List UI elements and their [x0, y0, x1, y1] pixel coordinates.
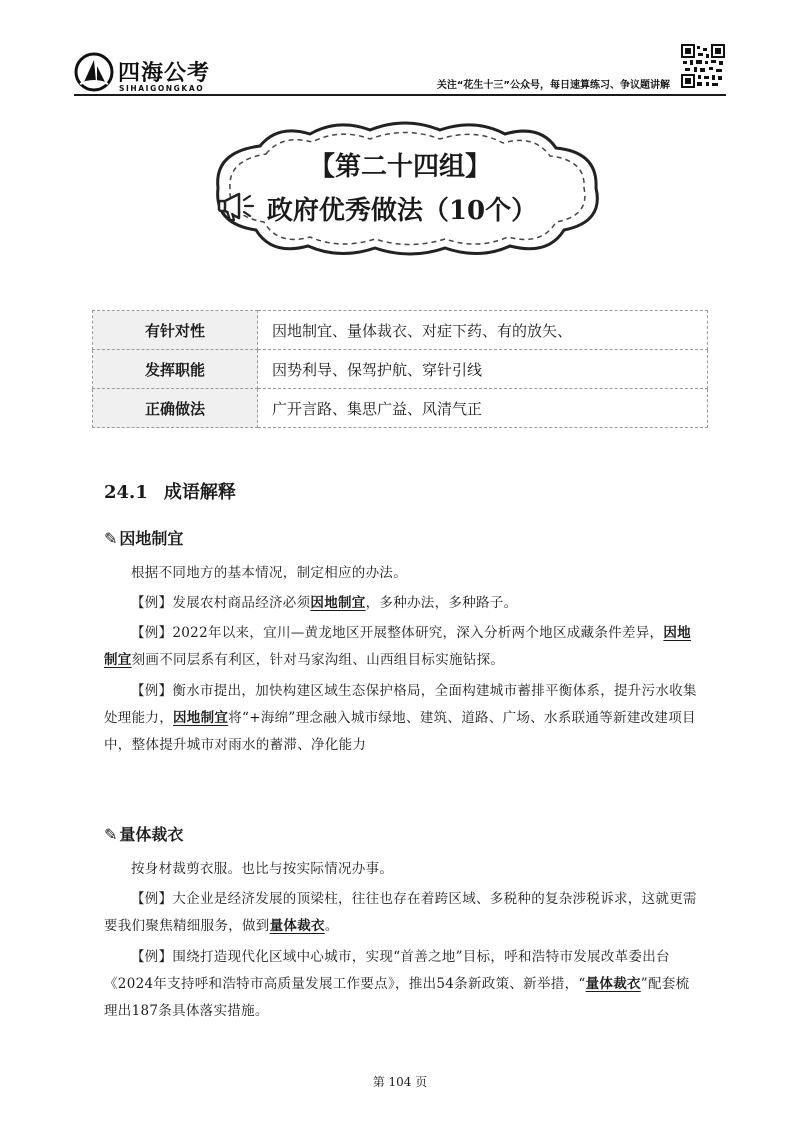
term-heading	[104, 822, 183, 845]
logo-icon	[74, 52, 114, 92]
term-name: 因地制宜	[119, 529, 184, 548]
table-row	[93, 350, 708, 389]
term-name: 量体裁衣	[119, 825, 184, 844]
table-value: 因势利导、保驾护航、穿针引线	[258, 350, 708, 389]
table-key: 发挥职能	[93, 350, 258, 389]
highlight-term: 因地制宜	[104, 625, 691, 668]
group-title: 【第二十四组】	[308, 152, 491, 182]
table-key: 正确做法	[93, 389, 258, 428]
example-paragraph: 【例】衡水市提出，加快构建区域生态保护格局，全面构建城市蓄排平衡体系，提升污水收集处理能力，因地制宜将“+海绵”理念融入城市绿地、建筑、道路、广场、水系联通等新建改建项目中，整体提升城市对雨水的蓄滞、净化能力	[104, 683, 697, 753]
group-subtitle: 政府优秀做法（10个）	[266, 196, 538, 226]
brand-name: 四海公考	[118, 61, 211, 86]
cloud-frame	[200, 118, 610, 258]
example-paragraph: 【例】2022年以来，宜川—黄龙地区开展整体研究，深入分析两个地区成藏条件差异，因地制宜刻画不同层系有利区，针对马家沟组、山西组目标实施钻探。	[104, 625, 691, 668]
section-number: 24.1	[104, 482, 148, 503]
highlight-term: 量体裁衣	[585, 976, 641, 992]
table-key: 有针对性	[93, 311, 258, 350]
table-value: 因地制宜、量体裁衣、对症下药、有的放矢、	[258, 311, 708, 350]
example-paragraph: 【例】发展农村商品经济必须因地制宜，多种办法，多种路子。	[131, 595, 518, 611]
highlight-term: 量体裁衣	[269, 918, 325, 934]
brand-subtitle: SIHAIGONGKAO	[119, 84, 205, 93]
qr-code-icon	[681, 44, 725, 88]
pencil-icon: ✎	[104, 529, 118, 548]
term-definition: 根据不同地方的基本情况，制定相应的办法。	[131, 565, 407, 581]
term-definition: 按身材裁剪衣服。也比与按实际情况办事。	[131, 861, 394, 877]
example-paragraph: 【例】大企业是经济发展的顶梁柱，往往也存在着跨区域、多税种的复杂涉税诉求，这就更需要我们聚焦精细服务，做到量体裁衣。	[104, 891, 697, 934]
term-heading	[104, 526, 183, 549]
table-row	[93, 311, 708, 350]
pencil-icon: ✎	[104, 825, 118, 844]
highlight-term: 因地制宜	[173, 710, 229, 726]
section-title: 成语解释	[163, 482, 236, 503]
section-heading	[104, 478, 236, 504]
highlight-term: 因地制宜	[310, 595, 366, 611]
page-number: 第 104 页	[372, 1075, 428, 1089]
table-value: 广开言路、集思广益、风清气正	[258, 389, 708, 428]
follow-notice: 关注“花生十三”公众号，每日速算练习、争议题讲解	[436, 80, 670, 91]
example-paragraph: 【例】围绕打造现代化区域中心城市，实现“首善之地”目标，呼和浩特市发展改革委出台《2024年支持呼和浩特市高质量发展工作要点》，推出54条新政策、新举措，“量体裁衣”配套梳理出187条具体落实措施。	[104, 949, 690, 1019]
table-row	[93, 389, 708, 428]
summary-table	[92, 310, 708, 428]
header-rule	[74, 94, 726, 96]
page-header	[0, 0, 800, 100]
